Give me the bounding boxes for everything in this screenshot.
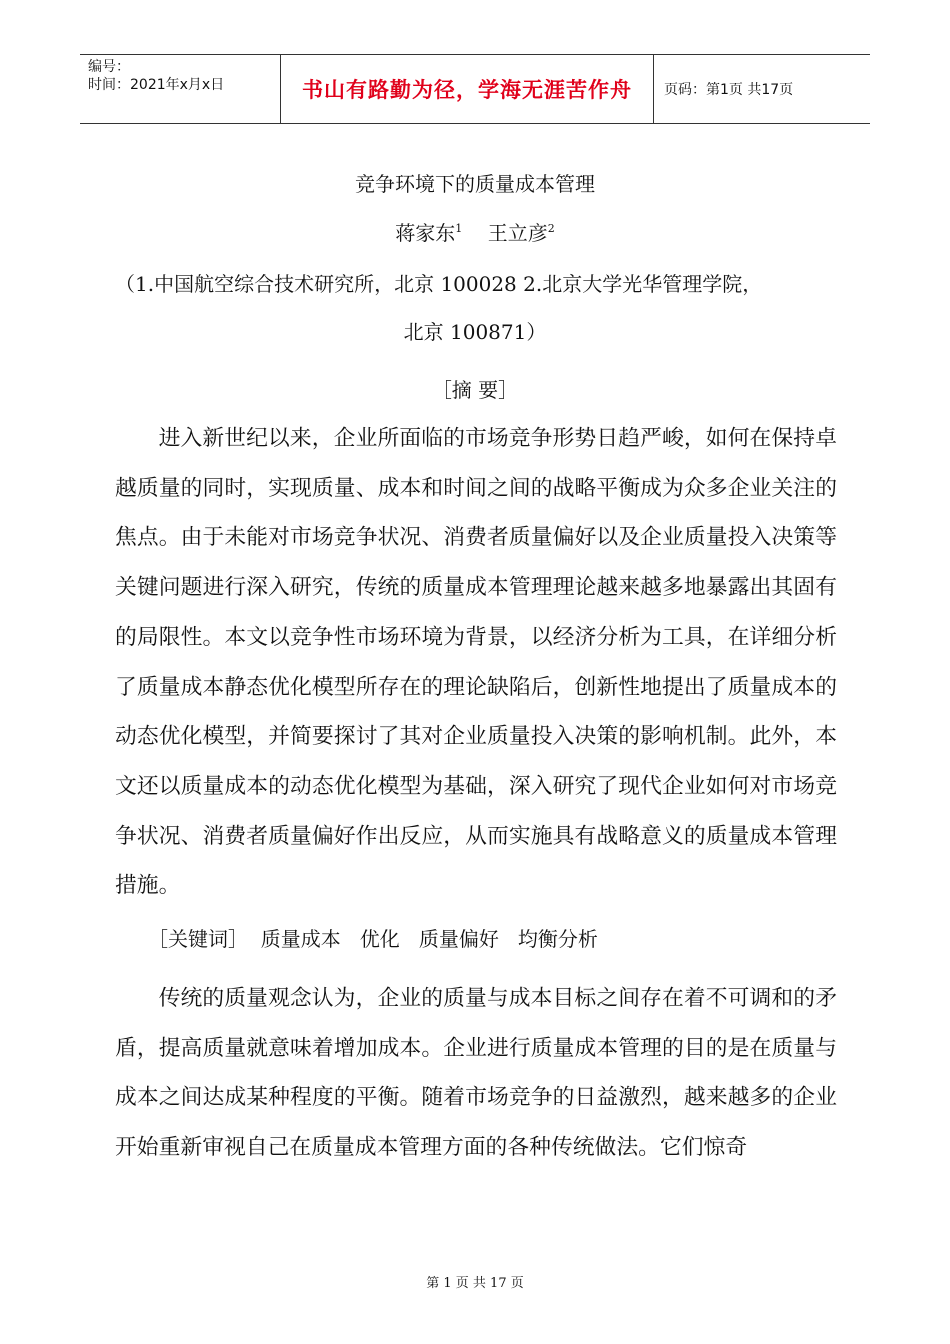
time-label: 时间：2021年x月x日 (88, 77, 225, 93)
affiliation-line: 北京 100871） (403, 320, 547, 344)
keywords-line: ［关键词］ 质量成本 优化 质量偏好 均衡分析 (148, 927, 598, 951)
body-paragraph: 传统的质量观念认为，企业的质量与成本目标之间存在着不可调和的矛盾，提高质量就意味着增加成本。企业进行质量成本管理的目的是在质量与成本之间达成某种程度的平衡。随着市场竞争的日益激烈，越来越多的企业开始重新审视自己在质量成本管理方面的各种传统做法。它们惊奇 (115, 986, 837, 1161)
abstract-paragraph: 进入新世纪以来，企业所面临的市场竞争形势日趋严峻，如何在保持卓越质量的同时，实现质量、成本和时间之间的战略平衡成为众多企业关注的焦点。由于未能对市场竞争状况、消费者质量偏好以及企业质量投入决策等关键问题进行深入研究，传统的质量成本管理理论越来越多地暴露出其固有的局限性。本文以竞争性市场环境为背景，以经济分析为工具，在详细分析了质量成本静态优化模型所存在的理论缺陷后，创新性地提出了质量成本的动态优化模型，并简要探讨了其对企业质量投入决策的影响机制。此外，本文还以质量成本的动态优化模型为基础，深入研究了现代企业如何对市场竞争状况、消费者质量偏好作出反应，从而实施具有战略意义的质量成本管理措施。 (115, 426, 837, 899)
author-affiliation-mark: 1 (455, 222, 463, 235)
document-header (80, 54, 870, 124)
motto: 书山有路勤为径，学海无涯苦作舟 (281, 55, 654, 123)
affiliation-line: （1.中国航空综合技术研究所，北京 100028 2.北京大学光华管理学院， (115, 272, 763, 296)
authors-line (0, 217, 950, 246)
author-name: 蒋家东 (395, 221, 456, 245)
author-name: 王立彦 (487, 221, 548, 245)
header-page-info: 页码：第1页 共17页 (664, 82, 794, 98)
article-title: 竞争环境下的质量成本管理 (355, 172, 595, 196)
abstract-heading: ［摘 要］ (431, 378, 519, 402)
number-label: 编号： (88, 59, 130, 75)
header-meta (80, 55, 281, 123)
author-affiliation-mark: 2 (547, 222, 555, 235)
page-footer: 第 1 页 共 17 页 (426, 1276, 524, 1291)
